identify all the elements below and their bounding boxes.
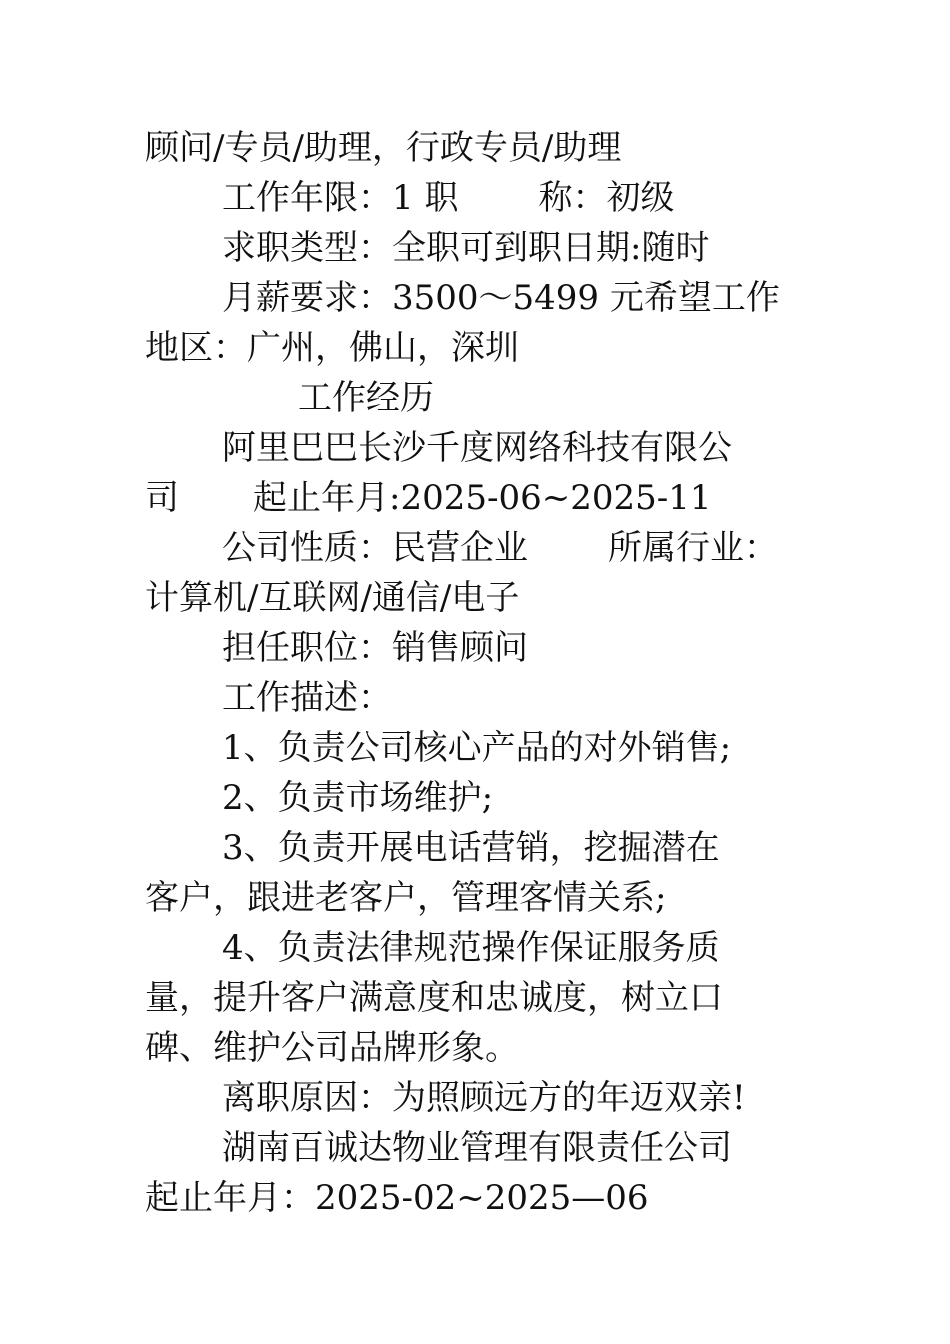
duty-item-4-text: 4、负责法律规范操作保证服务质 <box>222 928 720 968</box>
company-2-dates: 起止年月：2025-02~2025—06 <box>145 1178 649 1218</box>
text-line-leave-reason <box>222 1073 835 1123</box>
company-1-name: 阿里巴巴长沙千度网络科技有限公 <box>222 428 732 468</box>
duty-item-3 <box>222 823 835 873</box>
company-nature-text: 公司性质：民营企业 <box>222 528 528 568</box>
section-heading-text: 工作经历 <box>298 378 434 418</box>
text-line-region <box>145 323 835 373</box>
duty-item-4-continued <box>145 973 835 1023</box>
work-years-text: 工作年限：1 职 <box>222 178 459 218</box>
position-held-text: 担任职位：销售顾问 <box>222 628 528 668</box>
industry-label: 所属行业： <box>608 528 778 568</box>
duty-item-3-text: 3、负责开展电话营销，挖掘潜在 <box>222 828 720 868</box>
duty-item-4 <box>222 923 835 973</box>
duty-item-3-continued <box>145 873 835 923</box>
text-line-work-years <box>222 173 835 223</box>
company-1-dates: 起止年月:2025-06~2025-11 <box>253 478 712 518</box>
leave-reason-text: 离职原因：为照顾远方的年迈双亲! <box>222 1078 746 1118</box>
text-line-job-type <box>222 223 835 273</box>
duty-item-4-text-continued: 量，提升客户满意度和忠诚度，树立口 <box>145 978 723 1018</box>
text-line-job-description-label <box>222 673 835 723</box>
duty-item-4-text-end: 碑、维护公司品牌形象。 <box>145 1028 519 1068</box>
text-line-company-nature <box>222 523 835 573</box>
title-level-text: 称：初级 <box>538 178 675 218</box>
region-text: 地区：广州，佛山，深圳 <box>145 328 519 368</box>
duty-item-1 <box>222 723 835 773</box>
duty-item-1-text: 1、负责公司核心产品的对外销售; <box>222 728 732 768</box>
section-heading-work-history <box>298 373 835 423</box>
text-line-company-2-dates <box>145 1173 835 1223</box>
company-1-name-end: 司 <box>145 478 179 518</box>
salary-text: 月薪要求：3500～5499 元希望工作 <box>222 278 780 318</box>
text-line-company-1 <box>222 423 835 473</box>
industry-text: 计算机/互联网/通信/电子 <box>145 578 520 618</box>
text-line-position-continued <box>145 123 835 173</box>
text-line-salary <box>222 273 835 323</box>
text-line-industry <box>145 573 835 623</box>
duty-item-2 <box>222 773 835 823</box>
text-line-company-1-dates <box>145 473 835 523</box>
text-line-company-2 <box>222 1123 835 1173</box>
duty-item-4-continued-2 <box>145 1023 835 1073</box>
text-line-position-held <box>222 623 835 673</box>
job-description-label: 工作描述： <box>222 678 392 718</box>
company-2-name: 湖南百诚达物业管理有限责任公司 <box>222 1128 732 1168</box>
duty-item-2-text: 2、负责市场维护; <box>222 778 494 818</box>
position-text: 顾问/专员/助理，行政专员/助理 <box>145 128 622 168</box>
duty-item-3-text-continued: 客户，跟进老客户，管理客情关系; <box>145 878 667 918</box>
job-type-text: 求职类型：全职可到职日期:随时 <box>222 228 710 268</box>
